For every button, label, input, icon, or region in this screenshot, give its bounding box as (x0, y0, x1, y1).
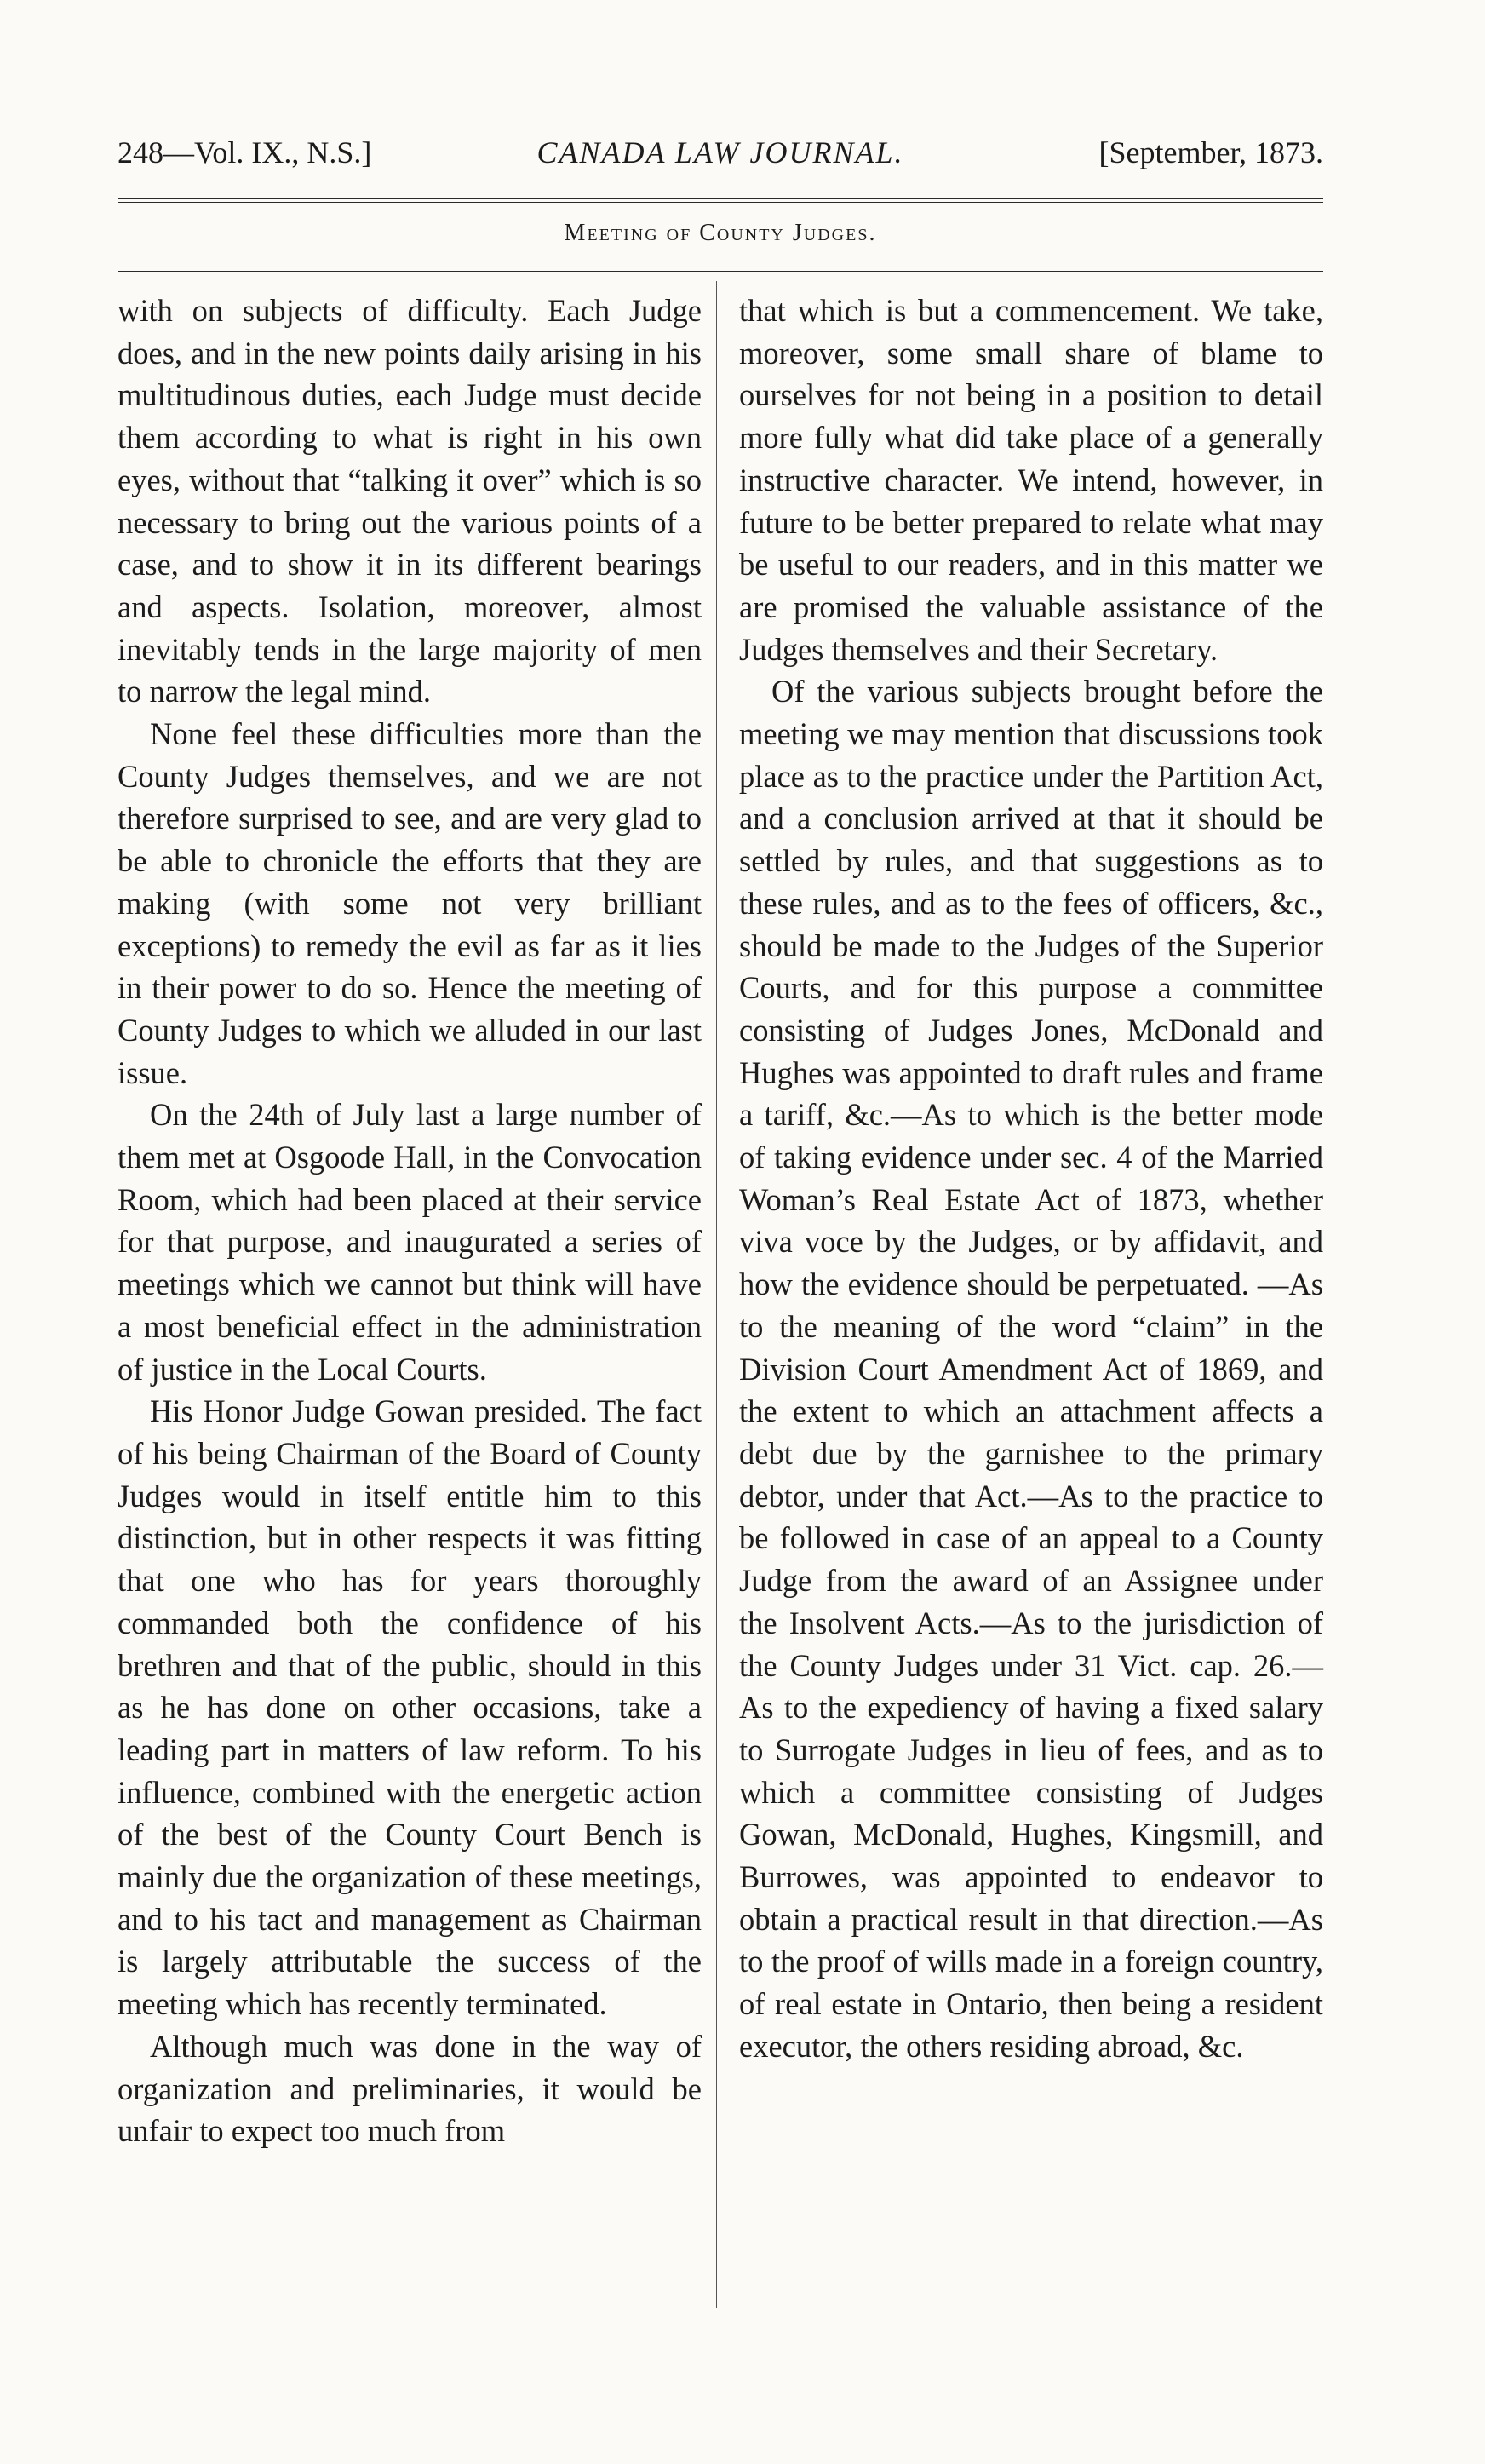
paragraph: His Honor Judge Gowan presided. The fact of his being Chairman of the Board of County Judges would in itself entitle him to this distinction, but in other respects it was fitting that one who has for years thoroughly commanded both the confidence of his brethren and that of the public, should in this as he has done on other occasions, take a leading part in matters of law reform. To his influence, combined with the energetic action of the best of the County Court Bench is mainly due the organization of these meetings, and to his tact and management as Chairman is largely attributable the success of the meeting which has recently terminated. (118, 1393, 702, 2022)
column-divider (716, 281, 717, 2308)
journal-title: CANADA LAW JOURNAL. (536, 135, 904, 169)
paragraph: Although much was done in the way of organization and preliminaries, it would be unfair to expect too much from (118, 2028, 702, 2149)
section-title: Meeting of County Judges. (564, 220, 877, 246)
paragraph: Of the various subjects brought before the meeting we may mention that discussions took place as to the practice under the Partition Act, and a conclusion arrived at that it should be settled by rules, and that suggestions as to these rules, and as to the fees of officers, &c., should be made to the Judges of the Superior Courts, and for this purpose a committee consisting of Judges Jones, McDonald and Hughes was appointed to draft rules and frame a tariff, &c.—As to which is the better mode of taking evidence under sec. 4 of the Married Woman’s Real Estate Act of 1873, whether viva voce by the Judges, or by affidavit, and how the evidence should be perpetuated. —As to the meaning of the word “claim” in the Division Court Amendment Act of 1869, and the extent to which an attachment affects a debt due by the garnishee to the primary debtor, under that Act.—As to the practice to be followed in case of an appeal to a County Judge from the award of an Assignee under the Insolvent Acts.—As to the jurisdiction of the County Judges under 31 Vict. cap. 26.—As to the expediency of having a fixed salary to Surrogate Judges in lieu of fees, and as to which a committee consisting of Judges Gowan, McDonald, Hughes, Kingsmill, and Burrowes, was appointed to endeavor to obtain a practical result in that direction.—As to the proof of wills made in a foreign country, of real estate in Ontario, then being a resident executor, the others residing abroad, &c. (739, 674, 1323, 2064)
page-reference: 248—Vol. IX., N.S.] (118, 135, 372, 169)
left-column (118, 290, 702, 2152)
issue-date: [September, 1873. (1098, 135, 1323, 169)
header-rule-thin (118, 202, 1323, 203)
paragraph: None feel these difficulties more than the County Judges themselves, and we are not therefore surprised to see, and are very glad to be able to chronicle the efforts that they are making (with some not very brilliant exceptions) to remedy the evil as far as it lies in their power to do so. Hence the meeting of County Judges to which we alluded in our last issue. (118, 716, 702, 1090)
header-rule (118, 198, 1323, 199)
paragraph: that which is but a commencement. We take, moreover, some small share of blame to ourselves for not being in a position to detail more fully what did take place of a generally instructive character. We intend, however, in future to be better prepared to relate what may be useful to our readers, and in this matter we are promised the valuable assistance of the Judges themselves and their Secretary. (739, 293, 1323, 667)
section-rule (118, 271, 1323, 272)
right-column (739, 290, 1323, 2068)
paragraph: with on subjects of difficulty. Each Judge does, and in the new points daily arising in his multitudinous duties, each Judge must decide them according to what is right in his own eyes, without that “talking it over” which is so necessary to bring out the various points of a case, and to show it in its different bearings and aspects. Isolation, moreover, almost inevitably tends in the large majority of men to narrow the legal mind. (118, 293, 702, 709)
paragraph: On the 24th of July last a large number of them met at Osgoode Hall, in the Convocation Room, which had been placed at their service for that purpose, and inaugurated a series of meetings which we cannot but think will have a most beneficial effect in the administration of justice in the Local Courts. (118, 1097, 702, 1387)
running-header (118, 135, 1323, 186)
